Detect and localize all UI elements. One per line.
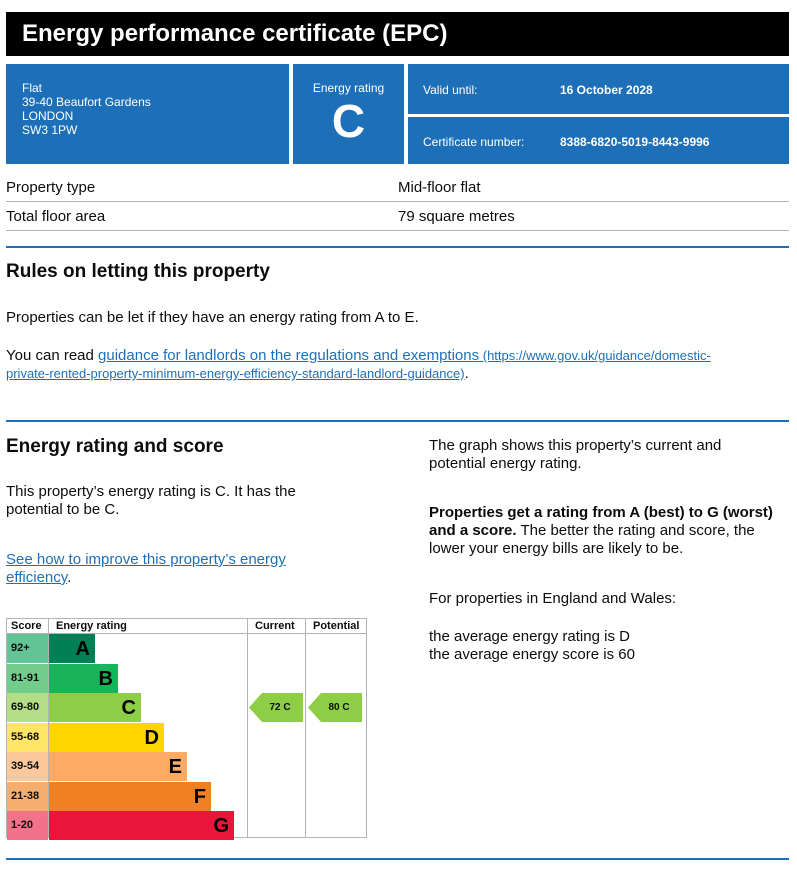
potential-rating-arrow-label: 80 C (328, 702, 350, 713)
graph-header-score: Score (11, 620, 42, 632)
band-letter-b: B (98, 667, 113, 690)
band-letter-f: F (193, 785, 206, 808)
band-letter-d: D (144, 726, 159, 749)
band-e (49, 752, 187, 781)
band-g (49, 811, 234, 840)
band-d (49, 723, 164, 752)
graph-description: The graph shows this property’s current and potential energy rating. (429, 437, 722, 472)
energy-rating-value: C (331, 95, 366, 147)
graph-header-rating: Energy rating (56, 620, 127, 632)
band-score-e: 39-54 (7, 752, 48, 781)
band-a (49, 634, 95, 663)
certificate-number-block (408, 117, 789, 164)
valid-until-block (408, 64, 789, 114)
band-score-g: 1-20 (7, 811, 48, 840)
rating-explanation: Properties get a rating from A (best) to G (worst) and a score. The better the rating and score, the lower your energy bills are likely to be. (429, 504, 773, 557)
band-score-f: 21-38 (7, 782, 48, 811)
certificate-number-label: Certificate number: (423, 135, 525, 149)
current-rating-arrow (249, 693, 303, 722)
section-divider (6, 246, 789, 248)
band-score-c: 69-80 (7, 693, 48, 722)
floor-area-value: 79 square metres (398, 208, 515, 225)
property-type-row (6, 173, 789, 202)
average-energy-rating: the average energy rating is D (429, 628, 630, 645)
current-rating-arrow-label: 72 C (269, 702, 291, 713)
energy-heading: Energy rating and score (6, 436, 224, 457)
floor-area-label: Total floor area (6, 208, 106, 225)
average-rating-text (429, 628, 635, 664)
graph-header-potential: Potential (313, 620, 360, 632)
energy-rating-paragraph: This property’s energy rating is C. It has the potential to be C. (6, 483, 296, 518)
property-type-value: Mid-floor flat (398, 179, 481, 196)
band-f (49, 782, 211, 811)
improve-efficiency-link[interactable]: See how to improve this property’s energy efficiency (6, 551, 286, 586)
graph-divider (305, 619, 306, 837)
valid-until-label: Valid until: (423, 83, 478, 97)
section-divider (6, 420, 789, 422)
letting-paragraph: Properties can be let if they have an energy rating from A to E. (6, 309, 419, 326)
england-wales-text: For properties in England and Wales: (429, 590, 677, 607)
energy-rating-block (293, 64, 404, 164)
energy-rating-label: Energy rating (312, 81, 385, 95)
graph-divider (247, 619, 248, 837)
floor-area-row (6, 202, 789, 231)
band-score-d: 55-68 (7, 723, 48, 752)
address-line-4: SW3 1PW (22, 123, 78, 137)
energy-rating-graph (6, 618, 367, 838)
band-b (49, 664, 118, 693)
letting-heading: Rules on letting this property (6, 261, 270, 282)
valid-until-value: 16 October 2028 (560, 83, 653, 97)
average-energy-score: the average energy score is 60 (429, 646, 635, 663)
graph-header-current: Current (255, 620, 295, 632)
address-line-1: Flat (22, 81, 43, 95)
band-letter-g: G (213, 815, 229, 837)
potential-rating-arrow (308, 693, 362, 722)
guidance-prefix: You can read (6, 347, 99, 364)
improve-paragraph: See how to improve this property’s energy efficiency. (6, 551, 286, 586)
band-letter-a: A (75, 638, 90, 660)
band-letter-e: E (168, 756, 182, 778)
guidance-link[interactable]: guidance for landlords on the regulations and exemptions (https://www.gov.uk/guidance/domestic- private-rented-property-minimum-energy-efficiency-standard-landlord-guidance) (6, 347, 711, 381)
property-type-label: Property type (6, 179, 96, 196)
guidance-suffix: . (464, 365, 469, 382)
address-line-3: LONDON (22, 109, 74, 123)
address-line-2: 39-40 Beaufort Gardens (22, 95, 151, 109)
section-divider (6, 858, 789, 860)
letting-guidance-paragraph (6, 347, 789, 383)
address-block (6, 64, 289, 164)
band-letter-c: C (121, 697, 136, 719)
page-title: Energy performance certificate (EPC) (6, 12, 789, 56)
band-score-a: 92+ (7, 634, 48, 663)
band-score-b: 81-91 (7, 664, 48, 693)
band-c (49, 693, 141, 722)
certificate-number-value: 8388-6820-5019-8443-9996 (560, 135, 710, 149)
